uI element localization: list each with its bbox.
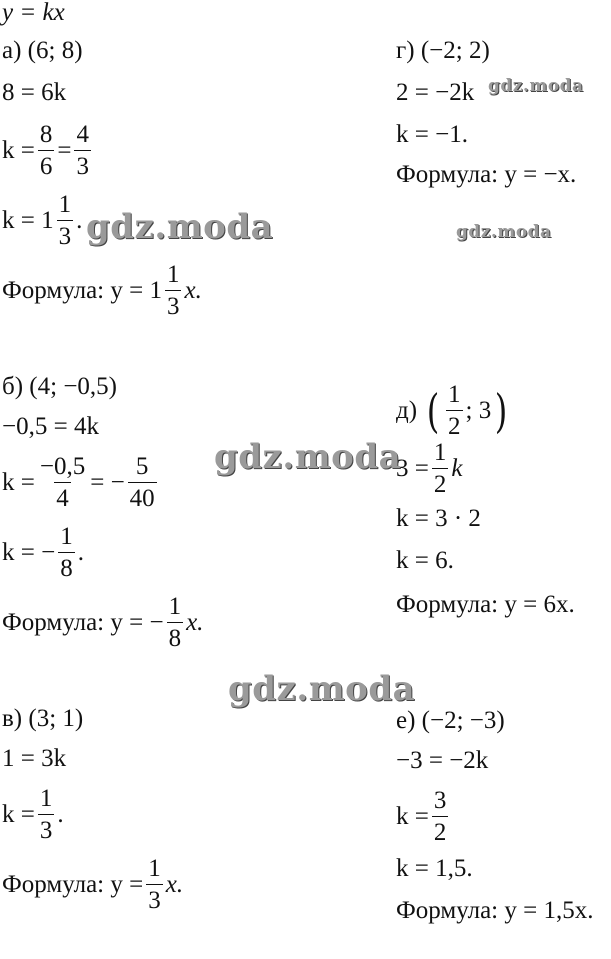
a-formula-suffix: x.	[184, 277, 202, 304]
header-formula: y = kx	[2, 0, 65, 26]
a-fraction-1	[38, 122, 55, 179]
v-formula-den: 3	[146, 884, 163, 913]
v-formula-prefix: Формула: y =	[2, 871, 144, 898]
v-k-lhs: k =	[2, 801, 35, 828]
d-paren-open: (	[426, 383, 440, 438]
a-mixed-fraction	[57, 192, 74, 249]
b-eq-minus: = −	[90, 469, 125, 496]
d-p-rest: ; 3	[465, 397, 492, 424]
g-formula: Формула: y = −x.	[396, 161, 577, 188]
e-eq1: −3 = −2k	[396, 747, 489, 774]
a-f1-num: 8	[39, 121, 53, 148]
a-eq-sign: =	[57, 137, 72, 164]
a-f1-den: 6	[38, 150, 55, 179]
v-formula	[2, 856, 183, 913]
e-label: е) (−2; −3)	[396, 707, 505, 734]
b-f2-num: 5	[135, 453, 149, 480]
g-label: г) (−2; 2)	[396, 37, 490, 64]
b-k-result	[2, 524, 84, 581]
d-eq2: k = 3 · 2	[396, 505, 481, 532]
a-mixed-den: 3	[57, 220, 74, 249]
a-formula-den: 3	[165, 290, 182, 319]
b-formula-prefix: Формула: y = −	[2, 609, 164, 636]
b-f1-num: −0,5	[39, 453, 86, 480]
b-formula-suffix: x.	[186, 609, 204, 636]
v-k-result	[2, 786, 64, 843]
b-f3-num: 1	[60, 523, 73, 550]
d-eq1-var: k	[451, 455, 463, 482]
watermark-logo: gdz.moda	[214, 437, 402, 477]
a-k-equation	[2, 122, 94, 179]
g-eq1: 2 = −2k	[396, 79, 475, 106]
b-f2-den: 40	[128, 482, 157, 511]
d-label-prefix: д)	[396, 397, 418, 424]
watermark-logo: gdz.moda	[488, 76, 584, 96]
d-point-fraction	[446, 382, 463, 439]
b-k-lhs: k =	[2, 469, 35, 496]
v-formula-num: 1	[148, 855, 161, 882]
a-k-result	[2, 192, 82, 249]
a-formula	[2, 262, 202, 319]
e-k-lhs: k =	[396, 803, 429, 830]
b-f3-den: 8	[58, 552, 75, 581]
d-paren-close: )	[494, 383, 508, 438]
a-k2-lhs: k = 1	[2, 207, 54, 234]
a-eq1: 8 = 6k	[2, 79, 67, 106]
d-p-num: 1	[448, 381, 461, 408]
b-eq1: −0,5 = 4k	[2, 413, 99, 440]
a-formula-num: 1	[166, 261, 180, 288]
v-formula-fraction	[146, 856, 163, 913]
d-eq1	[396, 440, 462, 497]
b-fraction-2	[128, 454, 157, 511]
e-fraction-1	[432, 788, 449, 845]
e-f1-den: 2	[432, 816, 449, 845]
a-formula-prefix: Формула: y = 1	[2, 277, 162, 304]
d-eq1-fraction	[432, 440, 449, 497]
d-p-den: 2	[446, 410, 463, 439]
v-label: в) (3; 1)	[2, 705, 84, 732]
g-eq2: k = −1.	[396, 121, 468, 148]
v-dot: .	[57, 801, 64, 828]
watermark-logo: gdz.moda	[456, 222, 552, 242]
b-formula	[2, 594, 203, 651]
d-eq1-num: 1	[433, 439, 447, 466]
e-formula: Формула: y = 1,5x.	[396, 897, 594, 924]
b-fraction-1	[38, 454, 87, 511]
b-k-equation	[2, 454, 160, 511]
a-formula-fraction	[165, 262, 182, 319]
v-eq1: 1 = 3k	[2, 745, 67, 772]
v-formula-suffix: x.	[165, 871, 184, 898]
a-label: а) (6; 8)	[2, 37, 83, 64]
d-formula: Формула: y = 6x.	[396, 591, 575, 618]
b-f1-den: 4	[54, 482, 71, 511]
b-formula-den: 8	[167, 622, 184, 651]
e-k-equation	[396, 788, 451, 845]
e-eq2: k = 1,5.	[396, 855, 473, 882]
a-fraction-2	[74, 122, 91, 179]
b-k2-lhs: k = −	[2, 539, 56, 566]
d-label	[396, 382, 511, 439]
a-dot: .	[76, 207, 83, 234]
v-fraction-1	[38, 786, 55, 843]
v-f1-num: 1	[39, 785, 53, 812]
b-formula-fraction	[167, 594, 184, 651]
b-dot: .	[77, 539, 84, 566]
e-f1-num: 3	[433, 787, 447, 814]
watermark-logo: gdz.moda	[228, 669, 416, 709]
a-k-lhs: k =	[2, 137, 35, 164]
d-eq3: k = 6.	[396, 547, 454, 574]
b-formula-num: 1	[168, 593, 182, 620]
a-f2-den: 3	[74, 150, 91, 179]
a-f2-num: 4	[76, 121, 89, 148]
watermark-logo: gdz.moda	[86, 207, 274, 247]
d-eq1-den: 2	[432, 468, 449, 497]
d-eq1-lhs: 3 =	[396, 455, 429, 482]
v-f1-den: 3	[38, 814, 55, 843]
b-label: б) (4; −0,5)	[2, 373, 117, 400]
b-fraction-3	[58, 524, 75, 581]
a-mixed-num: 1	[58, 191, 72, 218]
